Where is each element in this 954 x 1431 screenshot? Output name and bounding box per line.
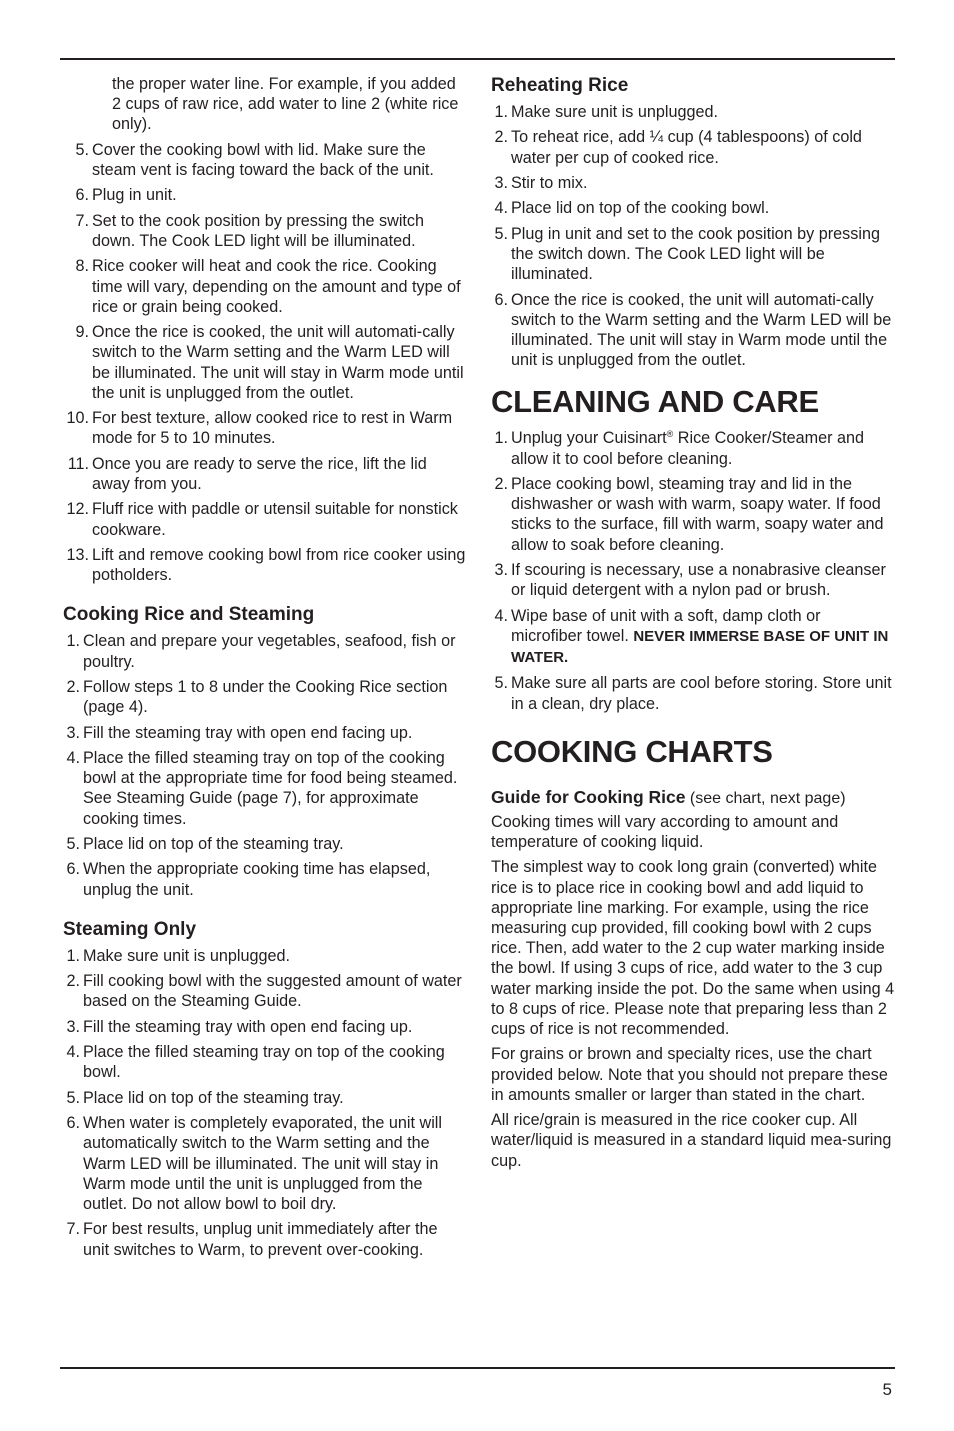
top-rule [60, 58, 895, 60]
step-number: 11. [67, 454, 89, 473]
list-item [491, 474, 896, 555]
list-item [63, 748, 468, 829]
registered-mark: ® [666, 429, 674, 440]
list-item [63, 1042, 468, 1082]
step-text: Wipe base of unit with a soft, damp cloth or microfiber towel. [511, 606, 821, 645]
subheading-guide-for-cooking-rice [491, 786, 896, 810]
list-item [63, 834, 468, 854]
step-number: 1. [494, 429, 508, 448]
list-item [63, 631, 468, 671]
step-text: Place cooking bowl, steaming tray and lid in the dishwasher or wash with warm, soapy water. If food sticks to the surface, fill with warm, soapy water and allow to soak before cleaning. [511, 474, 884, 554]
step-number: 2. [66, 972, 80, 991]
step-text: Make sure all parts are cool before storing. Store unit in a clean, dry place. [511, 674, 892, 713]
step-number: 7. [66, 1220, 80, 1239]
step-text: Plug in unit. [92, 186, 177, 205]
step-text: To reheat rice, add ¼ cup (4 tablespoons) of cold water per cup of cooked rice. [511, 128, 862, 167]
list-item [63, 1219, 468, 1259]
step-text: Cover the cooking bowl with lid. Make sure the steam vent is facing toward the back of the unit. [92, 140, 434, 179]
list-item [63, 1017, 468, 1037]
step-number: 13. [66, 545, 89, 564]
list-item [63, 723, 468, 743]
list-item [491, 224, 896, 285]
step-number: 5. [494, 674, 508, 693]
list-item [63, 454, 468, 494]
list-item [491, 673, 896, 713]
step-text: Lift and remove cooking bowl from rice cooker using potholders. [92, 545, 466, 585]
step-number: 12. [66, 500, 89, 519]
step-number: 6. [66, 860, 80, 879]
list-item [63, 677, 468, 717]
step-text: Clean and prepare your vegetables, seafood, fish or poultry. [83, 632, 456, 671]
list-item [63, 499, 468, 539]
step-text: Set to the cook position by pressing the switch down. The Cook LED light will be illuminated. [92, 211, 425, 250]
steaming-steps [63, 631, 468, 899]
step-number: 1. [66, 632, 80, 651]
step-text: When the appropriate cooking time has elapsed, unplug the unit. [83, 860, 431, 899]
list-item [491, 290, 896, 371]
section-title-cooking-charts: COOKING CHARTS [491, 733, 773, 769]
page-number: 5 [882, 1380, 892, 1399]
list-item [63, 1113, 468, 1214]
list-item [63, 1088, 468, 1108]
guide-note: (see chart, next page) [685, 789, 846, 807]
continuation-text: the proper water line. For example, if you added 2 cups of raw rice, add water to line 2 (white rice only). [112, 75, 459, 134]
step-text: Fill the steaming tray with open end facing up. [83, 723, 413, 742]
step-text: Once the rice is cooked, the unit will automati-cally switch to the Warm setting and the Warm LED will be illuminated. The unit will stay in Warm mode until the unit is unplugged from the outlet. [92, 323, 464, 402]
step-text: If scouring is necessary, use a nonabrasive cleanser or liquid detergent with a nylon pad or brush. [511, 560, 886, 600]
list-item [491, 428, 896, 468]
step-number: 6. [494, 290, 508, 309]
step-text: For best texture, allow cooked rice to rest in Warm mode for 5 to 10 minutes. [92, 409, 453, 448]
step-number: 2. [66, 677, 80, 696]
list-item [491, 198, 896, 218]
section-title-cleaning-and-care: CLEANING AND CARE [491, 384, 819, 420]
step-number: 5. [75, 140, 89, 159]
step-text: Stir to mix. [511, 173, 588, 192]
step-number: 10. [66, 409, 89, 428]
list-item [63, 256, 468, 317]
paragraph: All rice/grain is measured in the rice cooker cup. All water/liquid is measured in a standard liquid mea-suring cup. [491, 1111, 892, 1170]
step-number: 3. [66, 723, 80, 742]
step-number: 6. [75, 186, 89, 205]
steaming-only-steps [63, 946, 468, 1260]
step-number: 5. [494, 224, 508, 243]
list-item [63, 185, 468, 205]
bottom-rule [60, 1367, 895, 1369]
step-text: Unplug your Cuisinart [511, 429, 667, 448]
step-text: Place lid on top of the cooking bowl. [511, 199, 770, 218]
step-number: 8. [75, 257, 89, 276]
step-number: 4. [66, 1043, 80, 1062]
step-number: 5. [66, 834, 80, 853]
step-text-continued: Rice Cooker/Steamer and allow it to cool before cleaning. [511, 429, 865, 468]
list-item [491, 173, 896, 193]
step-text: Fill cooking bowl with the suggested amount of water based on the Steaming Guide. [83, 972, 462, 1011]
step-text: Make sure unit is unplugged. [511, 103, 718, 121]
step-text: Plug in unit and set to the cook position by pressing the switch down. The Cook LED light will be illuminated. [511, 224, 880, 284]
step-text: Fill the steaming tray with open end facing up. [83, 1017, 413, 1036]
step-number: 3. [66, 1017, 80, 1036]
step-number: 1. [494, 103, 508, 121]
list-item [63, 408, 468, 448]
list-item [63, 946, 468, 966]
section-heading-reheating-rice: Reheating Rice [491, 75, 629, 96]
list-item [491, 560, 896, 600]
warning-text: NEVER IMMERSE BASE OF UNIT IN WATER. [511, 627, 889, 666]
cleaning-steps [491, 428, 896, 713]
list-item [63, 140, 468, 180]
step-number: 5. [66, 1088, 80, 1107]
list-item [491, 127, 896, 167]
paragraph: The simplest way to cook long grain (converted) white rice is to place rice in cooking bowl and add liquid to appropriate line marking. For example, using the rice measuring cup provided, fill cooking bowl with 2 cups rice. Then, add water to the 2 cup water marking inside the bowl. If using 3 cups of rice, add water to the 3 cup water marking inside the pot. Do the same when using 4 to 8 cups of rice. Please note that preparing less than 2 cups of rice is not recommended. [491, 858, 895, 1038]
step-text: Rice cooker will heat and cook the rice. Cooking time will vary, depending on the amount and type of rice or grain being cooked. [92, 257, 461, 316]
step-text: Place lid on top of the steaming tray. [83, 834, 344, 853]
list-item [491, 606, 896, 669]
step-text: Place lid on top of the steaming tray. [83, 1088, 344, 1107]
list-item [63, 971, 468, 1011]
guide-heading-text: Guide for Cooking Rice [491, 786, 686, 807]
right-column [491, 74, 896, 1176]
step-number: 9. [75, 323, 89, 342]
list-item [63, 859, 468, 899]
step-text: Place the filled steaming tray on top of the cooking bowl at the appropriate time for food being steamed. See Steaming Guide (page 7), for approximate cooking times. [83, 748, 458, 828]
step-text: Once the rice is cooked, the unit will automati-cally switch to the Warm setting and the Warm LED will be illuminated. The unit will stay in Warm mode until the unit is unplugged from the outlet. [511, 290, 892, 370]
step-number: 6. [66, 1114, 80, 1133]
list-item [63, 545, 468, 585]
step-number: 1. [66, 946, 80, 965]
step-number: 7. [75, 211, 89, 230]
step-text: For best results, unplug unit immediately after the unit switches to Warm, to prevent over-cooking. [83, 1220, 438, 1259]
list-item [63, 211, 468, 251]
step-number: 3. [494, 560, 508, 579]
reheating-steps [491, 102, 896, 370]
step-number: 2. [494, 474, 508, 493]
list-item [63, 322, 468, 403]
section-heading-cooking-rice-and-steaming: Cooking Rice and Steaming [63, 604, 315, 626]
step-number: 4. [494, 199, 508, 218]
cooking-rice-steps [63, 140, 468, 586]
step-text: Follow steps 1 to 8 under the Cooking Rice section (page 4). [83, 677, 448, 717]
step-text: Make sure unit is unplugged. [83, 946, 290, 965]
step-text: Place the filled steaming tray on top of the cooking bowl. [83, 1043, 445, 1082]
step-number: 3. [494, 173, 508, 192]
paragraph: For grains or brown and specialty rices, use the chart provided below. Note that you should not prepare these in amounts smaller or larger than stated in the chart. [491, 1045, 888, 1104]
step-text: When water is completely evaporated, the unit will automatically switch to the Warm setting and the Warm LED will be illuminated. The unit will stay in Warm mode until the unit is unplugged from the outlet. Do not allow bowl to boil dry. [83, 1114, 442, 1213]
step-text: Fluff rice with paddle or utensil suitable for nonstick cookware. [92, 500, 458, 539]
paragraph: Cooking times will vary according to amount and temperature of cooking liquid. [491, 812, 839, 851]
section-heading-steaming-only: Steaming Only [63, 918, 197, 940]
step-number: 4. [494, 606, 508, 625]
step-text: Once you are ready to serve the rice, lift the lid away from you. [92, 454, 427, 493]
list-item [491, 102, 896, 122]
step-number: 2. [494, 128, 508, 147]
left-column [63, 74, 468, 1265]
step-number: 4. [66, 748, 80, 767]
